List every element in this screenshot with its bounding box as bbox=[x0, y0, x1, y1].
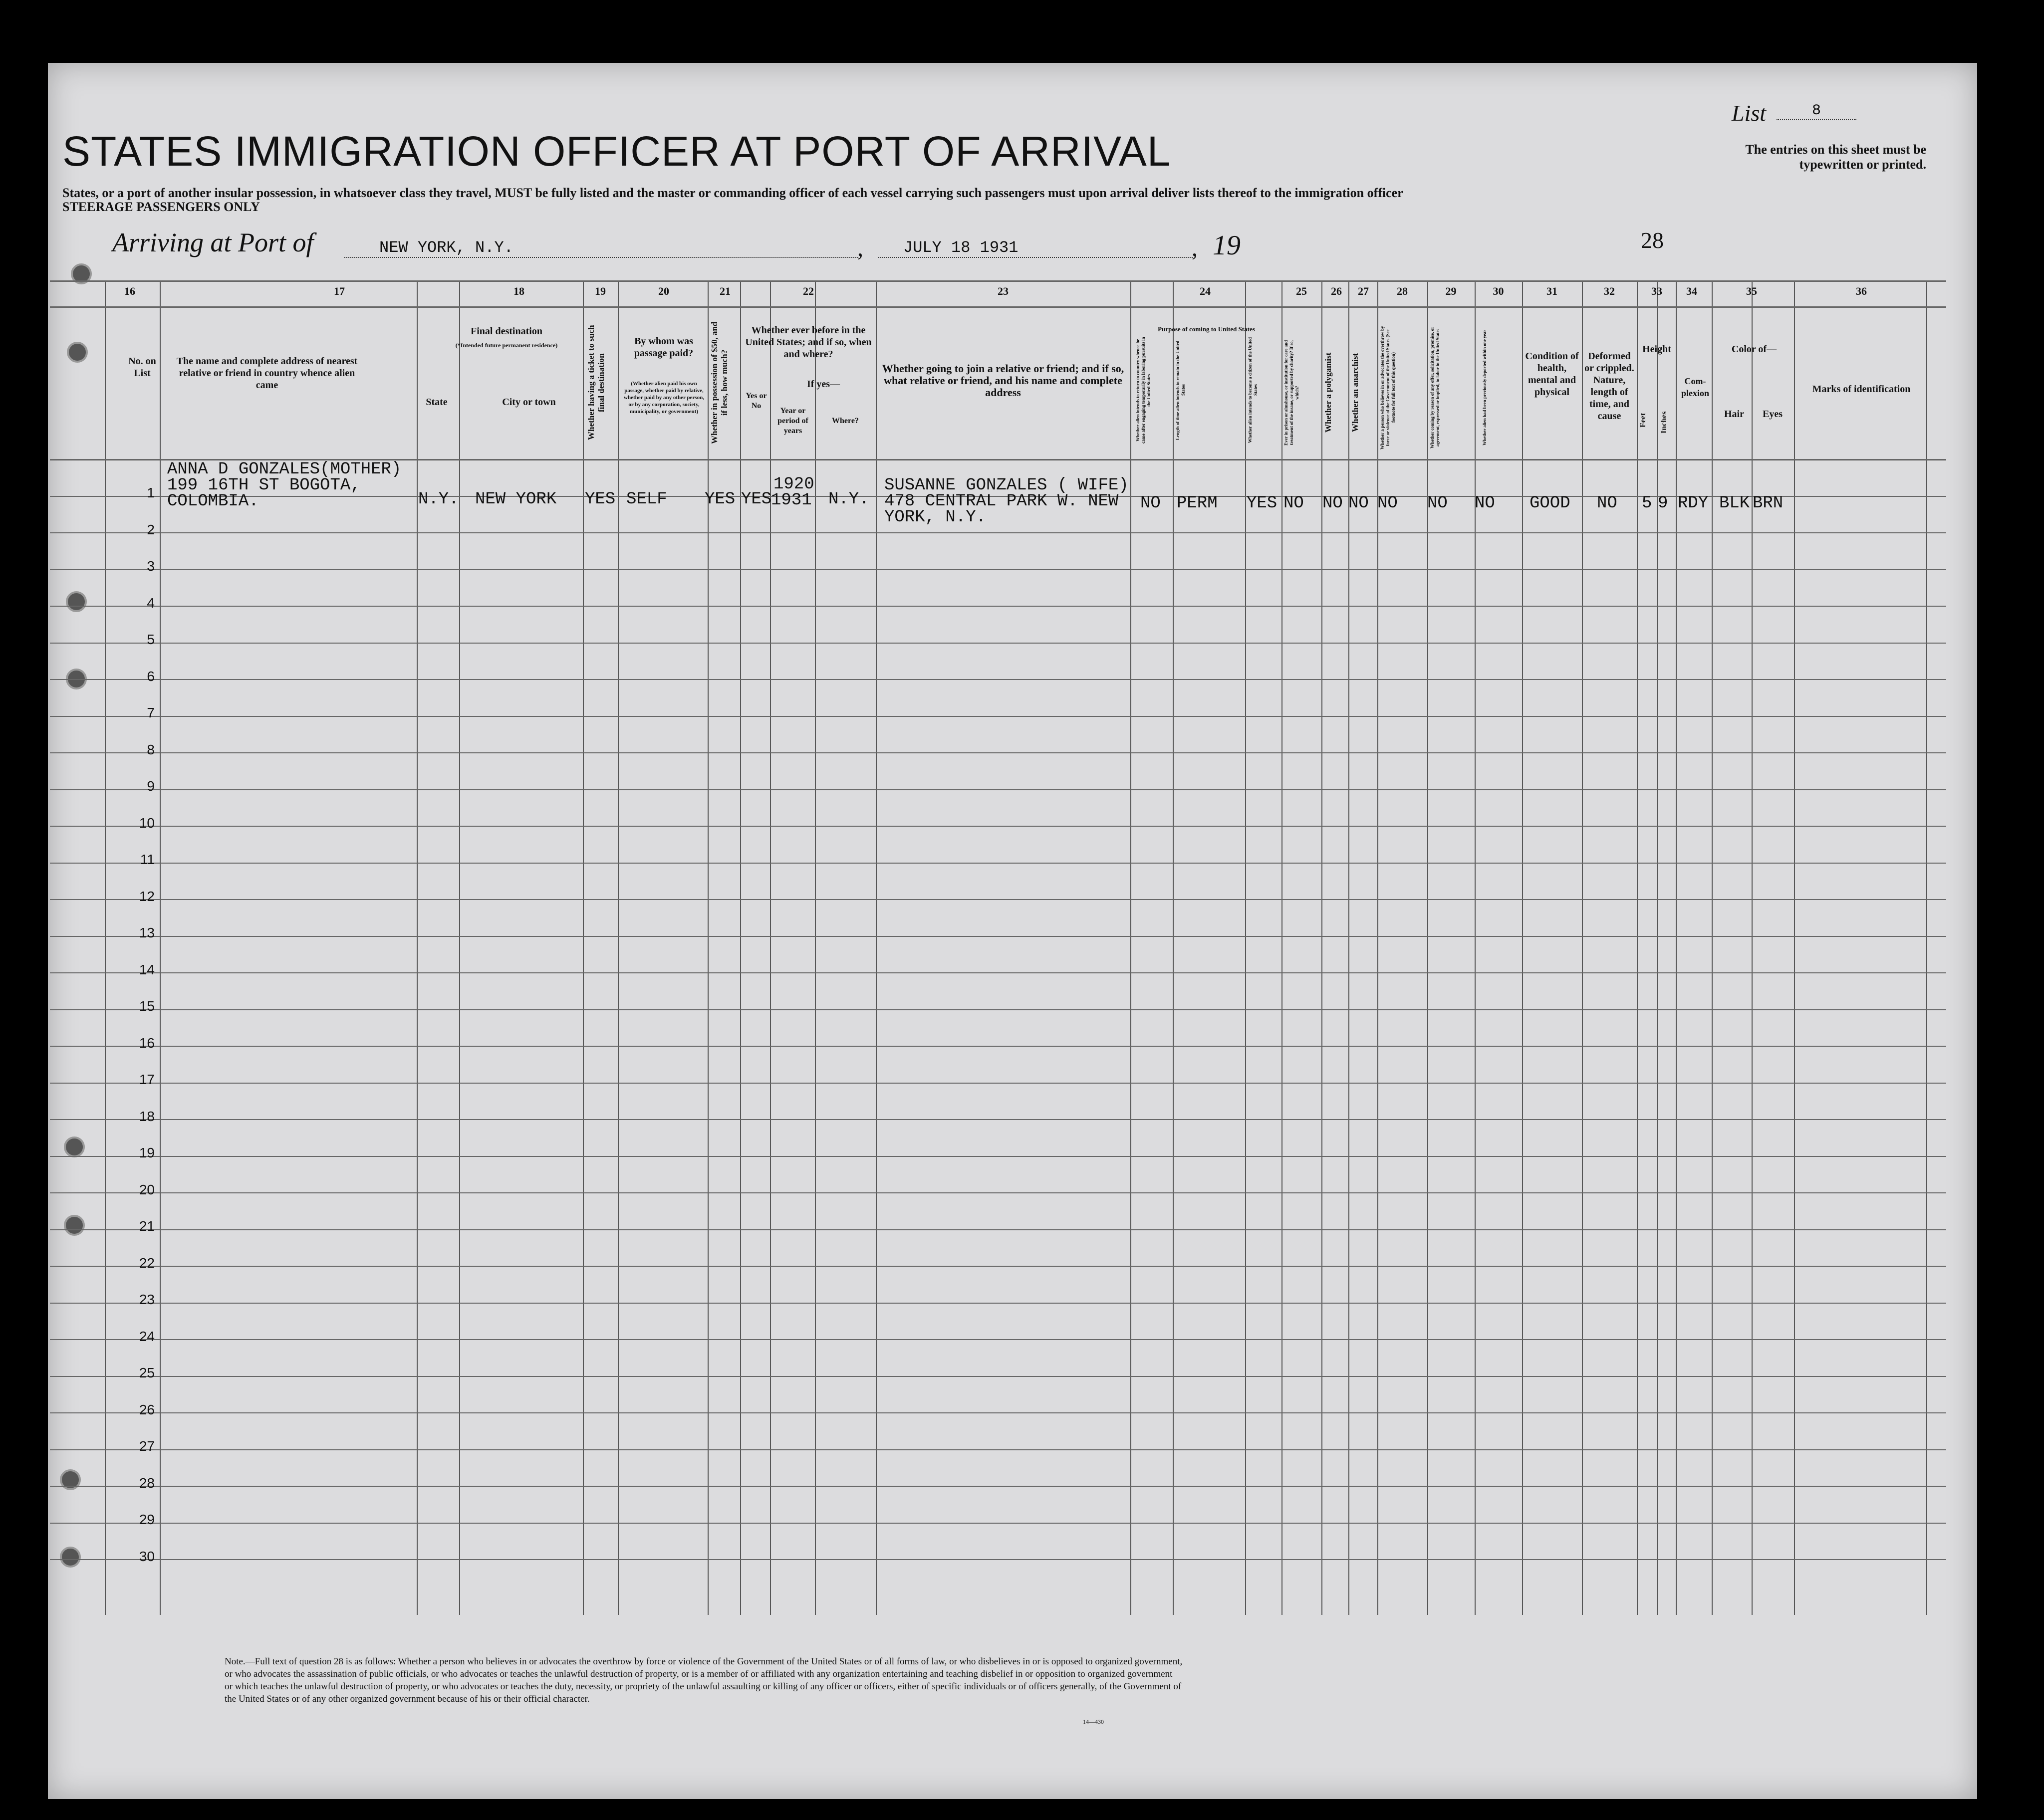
header-passage-paid: By whom was passage paid? bbox=[634, 336, 694, 359]
row-number: 12 bbox=[139, 889, 155, 904]
entry-join-line3: YORK, N.Y. bbox=[884, 508, 987, 527]
row-divider bbox=[50, 1339, 1946, 1340]
row-number: 11 bbox=[140, 852, 155, 867]
row-divider bbox=[50, 716, 1946, 717]
column-number: 28 bbox=[1397, 285, 1408, 297]
column-number: 32 bbox=[1604, 285, 1615, 297]
header-state: State bbox=[426, 397, 448, 408]
separator-comma: , bbox=[1192, 235, 1198, 261]
entry-feet: 5 bbox=[1642, 494, 1652, 513]
row-divider bbox=[50, 569, 1946, 570]
row-number: 2 bbox=[147, 522, 155, 537]
row-number: 3 bbox=[147, 558, 155, 574]
column-divider bbox=[815, 280, 816, 1615]
column-divider bbox=[618, 280, 619, 1615]
row-divider bbox=[50, 1192, 1946, 1193]
row-number: 20 bbox=[139, 1182, 155, 1197]
column-number: 20 bbox=[658, 285, 669, 297]
row-number: 27 bbox=[139, 1438, 155, 1454]
column-number: 26 bbox=[1331, 285, 1342, 297]
row-number: 18 bbox=[139, 1109, 155, 1124]
row-number: 1 bbox=[147, 485, 155, 500]
arriving-label: Arriving at Port of bbox=[112, 228, 314, 257]
header-ever-before: Whether ever before in the United States; and if so, when and where? bbox=[745, 325, 872, 360]
row-number: 25 bbox=[139, 1365, 155, 1380]
row-number: 15 bbox=[139, 998, 155, 1014]
entry-relative-line2: 199 16TH ST BOGOTA, bbox=[167, 476, 361, 495]
row-divider bbox=[50, 1559, 1946, 1560]
column-divider bbox=[417, 280, 418, 1615]
row-number: 13 bbox=[139, 925, 155, 940]
header-purpose-citizen: Whether alien intends to become a citizen of the United States bbox=[1248, 337, 1258, 444]
separator-comma: , bbox=[857, 235, 863, 261]
row-divider bbox=[50, 789, 1946, 790]
column-number: 29 bbox=[1445, 285, 1457, 297]
entry-join-line2: 478 CENTRAL PARK W. NEW bbox=[884, 492, 1119, 511]
row-divider bbox=[50, 1229, 1946, 1230]
row-divider bbox=[50, 1083, 1946, 1084]
footnote-question-28: Note.—Full text of question 28 is as follows: Whether a person who believes in or advocates the overthrow by force or violence of the Government of the United States or of all forms of law, or who disbelieves in or is opposed to organized government, or who advocates the assassination of public officials, or who advocates or teaches the unlawful destruction of property, or is a member of or affiliated with any organization entertaining and teaching disbelief in or opposition to organized government or which teaches the unlawful destruction of property, or who advocates or teaches the duty, necessity, or propriety of the unlawful assaulting or killing of any officer or officers, either of specific individuals or of officers generally, of the Government of the United States or of any other organized government because of his or their official character. bbox=[225, 1656, 1183, 1704]
entry-years-2: 1931 bbox=[771, 491, 812, 510]
row-divider bbox=[50, 643, 1946, 644]
column-number: 19 bbox=[595, 285, 606, 297]
header-anarchist: Whether an anarchist bbox=[1350, 353, 1360, 433]
header-height: Height bbox=[1642, 344, 1671, 355]
column-number: 18 bbox=[513, 285, 524, 297]
entry-length: PERM bbox=[1177, 494, 1218, 513]
header-marks: Marks of identification bbox=[1812, 384, 1911, 395]
entry-health: GOOD bbox=[1530, 494, 1570, 513]
row-number: 6 bbox=[147, 669, 155, 684]
column-divider bbox=[1348, 280, 1349, 1615]
row-divider bbox=[50, 1376, 1946, 1377]
entries-note: The entries on this sheet must be typewritten or printed. bbox=[1745, 142, 1926, 172]
row-number: 14 bbox=[139, 962, 155, 977]
row-number: 7 bbox=[147, 705, 155, 720]
row-divider bbox=[50, 1119, 1946, 1120]
header-final-destination-note: (*Intended future permanent residence) bbox=[455, 342, 558, 349]
column-divider bbox=[459, 280, 460, 1615]
column-number: 31 bbox=[1546, 285, 1557, 297]
column-number: 36 bbox=[1856, 285, 1867, 297]
entry-years-1: 1920 bbox=[773, 475, 814, 494]
row-number: 9 bbox=[147, 778, 155, 794]
entry-q30: NO bbox=[1475, 494, 1495, 513]
entry-anarchist: NO bbox=[1348, 494, 1369, 513]
header-ticket: Whether having a ticket to such final destination bbox=[586, 325, 606, 441]
header-nearest-relative: The name and complete address of nearest relative or friend in country whence alien came bbox=[176, 356, 358, 391]
row-number: 21 bbox=[139, 1218, 155, 1234]
row-number: 28 bbox=[139, 1475, 155, 1491]
subtitle-instructions: States, or a port of another insular possession, in whatsoever class they travel, MUST be fully listed and the master or commanding officer of each vessel carrying such passengers must upon arrival deliver lists thereof to the immigration officer bbox=[62, 186, 1403, 200]
row-number: 8 bbox=[147, 742, 155, 757]
row-number: 16 bbox=[139, 1035, 155, 1051]
column-divider bbox=[1637, 280, 1638, 1615]
form-number: 14—430 bbox=[1083, 1718, 1104, 1725]
column-divider bbox=[876, 280, 877, 1615]
entry-prison: NO bbox=[1283, 494, 1304, 513]
row-divider bbox=[50, 1412, 1946, 1413]
column-number: 25 bbox=[1296, 285, 1307, 297]
header-city: City or town bbox=[502, 397, 556, 408]
entry-polygamist: NO bbox=[1322, 494, 1343, 513]
year-suffix: 28 bbox=[1641, 228, 1664, 253]
header-condition: Condition of health, mental and physical bbox=[1525, 351, 1579, 398]
row-divider bbox=[50, 972, 1946, 973]
column-divider bbox=[1321, 280, 1322, 1615]
column-number: 33 bbox=[1651, 285, 1662, 297]
entry-join-line1: SUSANNE GONZALES ( WIFE) bbox=[884, 476, 1129, 495]
header-purpose-length: Length of time alien intends to remain in the United States bbox=[1175, 340, 1186, 440]
entry-q28: NO bbox=[1377, 494, 1398, 513]
row-number: 19 bbox=[139, 1145, 155, 1160]
column-number: 23 bbox=[998, 285, 1009, 297]
header-q29: Whether coming by reason of any offer, solicitation, promise, or agreement, expressed or implied, to labor in the United States bbox=[1430, 326, 1440, 449]
entry-hair: BLK bbox=[1719, 494, 1750, 513]
column-number: 21 bbox=[720, 285, 731, 297]
header-final-destination: Final destination bbox=[471, 326, 542, 337]
column-divider bbox=[1173, 280, 1174, 1615]
entry-ticket: YES bbox=[585, 490, 616, 509]
row-divider bbox=[50, 306, 1946, 308]
entry-before: YES bbox=[741, 490, 772, 509]
row-number: 23 bbox=[139, 1292, 155, 1307]
list-label: List bbox=[1732, 100, 1767, 126]
row-divider bbox=[50, 1486, 1946, 1487]
header-yes-no: Yes or No bbox=[746, 392, 767, 410]
column-divider bbox=[1377, 280, 1378, 1615]
entry-relative-line3: COLOMBIA. bbox=[167, 492, 259, 511]
column-divider bbox=[1522, 280, 1523, 1615]
header-joining: Whether going to join a relative or friend; and if so, what relative or friend, and his name and complete address bbox=[882, 362, 1124, 399]
list-number: 8 bbox=[1777, 102, 1856, 120]
row-divider bbox=[50, 1046, 1946, 1047]
header-eyes: Eyes bbox=[1763, 409, 1783, 420]
row-divider bbox=[50, 752, 1946, 753]
row-divider bbox=[50, 1009, 1946, 1010]
row-number: 17 bbox=[139, 1072, 155, 1087]
entry-relative-line1: ANNA D GONZALES(MOTHER) bbox=[167, 460, 402, 479]
column-divider bbox=[1245, 280, 1246, 1615]
entry-complexion: RDY bbox=[1678, 494, 1709, 513]
port-of-arrival: NEW YORK, N.Y. bbox=[344, 238, 858, 258]
row-divider bbox=[50, 826, 1946, 827]
entry-q29: NO bbox=[1427, 494, 1448, 513]
header-color-of: Color of— bbox=[1731, 344, 1777, 355]
header-year-period: Year or period of years bbox=[777, 407, 808, 435]
page-title: STATES IMMIGRATION OFFICER AT PORT OF ARRIVAL bbox=[62, 128, 1171, 175]
entry-inches: 9 bbox=[1658, 494, 1668, 513]
row-number: 26 bbox=[139, 1402, 155, 1417]
row-divider bbox=[50, 532, 1946, 533]
row-number: 4 bbox=[147, 595, 155, 611]
entry-citizen: YES bbox=[1247, 494, 1278, 513]
entry-passage: SELF bbox=[626, 490, 667, 509]
header-q30: Whether alien had been previously deported within one year bbox=[1482, 329, 1487, 446]
header-inches: Inches bbox=[1660, 411, 1668, 434]
column-divider bbox=[1281, 280, 1282, 1615]
header-money: Whether in possession of $50, and if less, how much? bbox=[710, 321, 729, 444]
column-divider bbox=[160, 280, 161, 1615]
entry-eyes: BRN bbox=[1753, 494, 1784, 513]
column-number: 16 bbox=[124, 285, 135, 297]
subtitle-steerage: STEERAGE PASSENGERS ONLY bbox=[62, 200, 260, 214]
row-divider bbox=[50, 936, 1946, 937]
column-number: 24 bbox=[1200, 285, 1211, 297]
column-divider bbox=[105, 280, 106, 1615]
column-divider bbox=[740, 280, 741, 1615]
header-prison: Ever in prison or almshouse, or institution for care and treatment of the insane, or supported by charity? If so, which? bbox=[1283, 340, 1299, 446]
row-number: 5 bbox=[147, 632, 155, 647]
header-deformed: Deformed or crippled. Nature, length of time, and cause bbox=[1584, 351, 1634, 422]
header-complexion: Com-plexion bbox=[1681, 376, 1709, 398]
column-divider bbox=[1926, 280, 1927, 1615]
row-divider bbox=[50, 1449, 1946, 1450]
column-divider bbox=[770, 280, 771, 1615]
row-number: 24 bbox=[139, 1329, 155, 1344]
header-q28: Whether a person who believes in or advocates the overthrow by force or violence of the Government of the United States (See footnote for full text of this question) bbox=[1380, 326, 1396, 450]
row-number: 30 bbox=[139, 1549, 155, 1564]
row-divider bbox=[50, 863, 1946, 864]
column-divider bbox=[1752, 280, 1753, 1615]
row-divider bbox=[50, 679, 1946, 680]
column-number: 22 bbox=[803, 285, 814, 297]
column-number: 35 bbox=[1746, 285, 1757, 297]
header-if-yes: If yes— bbox=[806, 379, 840, 390]
header-no-on-list: No. on List bbox=[128, 356, 156, 379]
column-divider bbox=[1130, 280, 1131, 1615]
column-divider bbox=[1657, 280, 1658, 1615]
header-where: Where? bbox=[832, 417, 859, 425]
column-number: 34 bbox=[1686, 285, 1697, 297]
row-number: 29 bbox=[139, 1512, 155, 1527]
column-divider bbox=[708, 280, 709, 1615]
arrival-date: JULY 18 1931 bbox=[878, 238, 1193, 258]
row-divider bbox=[50, 606, 1946, 607]
column-number: 30 bbox=[1493, 285, 1504, 297]
column-divider bbox=[1712, 280, 1713, 1615]
entry-deformed: NO bbox=[1597, 494, 1617, 513]
column-divider bbox=[1676, 280, 1677, 1615]
entry-city: NEW YORK bbox=[475, 490, 557, 509]
entry-state: N.Y. bbox=[418, 490, 459, 509]
column-divider bbox=[583, 280, 584, 1615]
header-polygamist: Whether a polygamist bbox=[1323, 352, 1333, 433]
entry-money: YES bbox=[705, 490, 736, 509]
column-divider bbox=[1427, 280, 1428, 1615]
manifest-table bbox=[50, 280, 1946, 1615]
header-passage-paid-note: (Whether alien paid his own passage, whether paid by relative, whether paid by any other person, or by any corporation, society, municipality, or government) bbox=[624, 381, 704, 415]
column-number: 17 bbox=[334, 285, 345, 297]
row-divider bbox=[50, 899, 1946, 900]
row-divider bbox=[50, 1303, 1946, 1304]
row-divider bbox=[50, 1156, 1946, 1157]
header-purpose-return: Whether alien intends to return to country whence he came after engaging temporarily in laboring pursuits in the United States bbox=[1135, 337, 1151, 444]
column-number: 27 bbox=[1358, 285, 1369, 297]
column-divider bbox=[1794, 280, 1795, 1615]
entry-where: N.Y. bbox=[828, 490, 869, 509]
header-feet: Feet bbox=[1639, 413, 1647, 428]
header-purpose: Purpose of coming to United States bbox=[1158, 325, 1255, 333]
entry-return: NO bbox=[1140, 494, 1161, 513]
year-prefix: 19 bbox=[1213, 230, 1241, 261]
row-divider bbox=[50, 1266, 1946, 1267]
header-hair: Hair bbox=[1724, 409, 1744, 420]
row-number: 22 bbox=[139, 1255, 155, 1271]
row-divider bbox=[50, 280, 1946, 282]
row-divider bbox=[50, 1523, 1946, 1524]
column-divider bbox=[1582, 280, 1583, 1615]
row-number: 10 bbox=[139, 815, 155, 831]
column-divider bbox=[1475, 280, 1476, 1615]
